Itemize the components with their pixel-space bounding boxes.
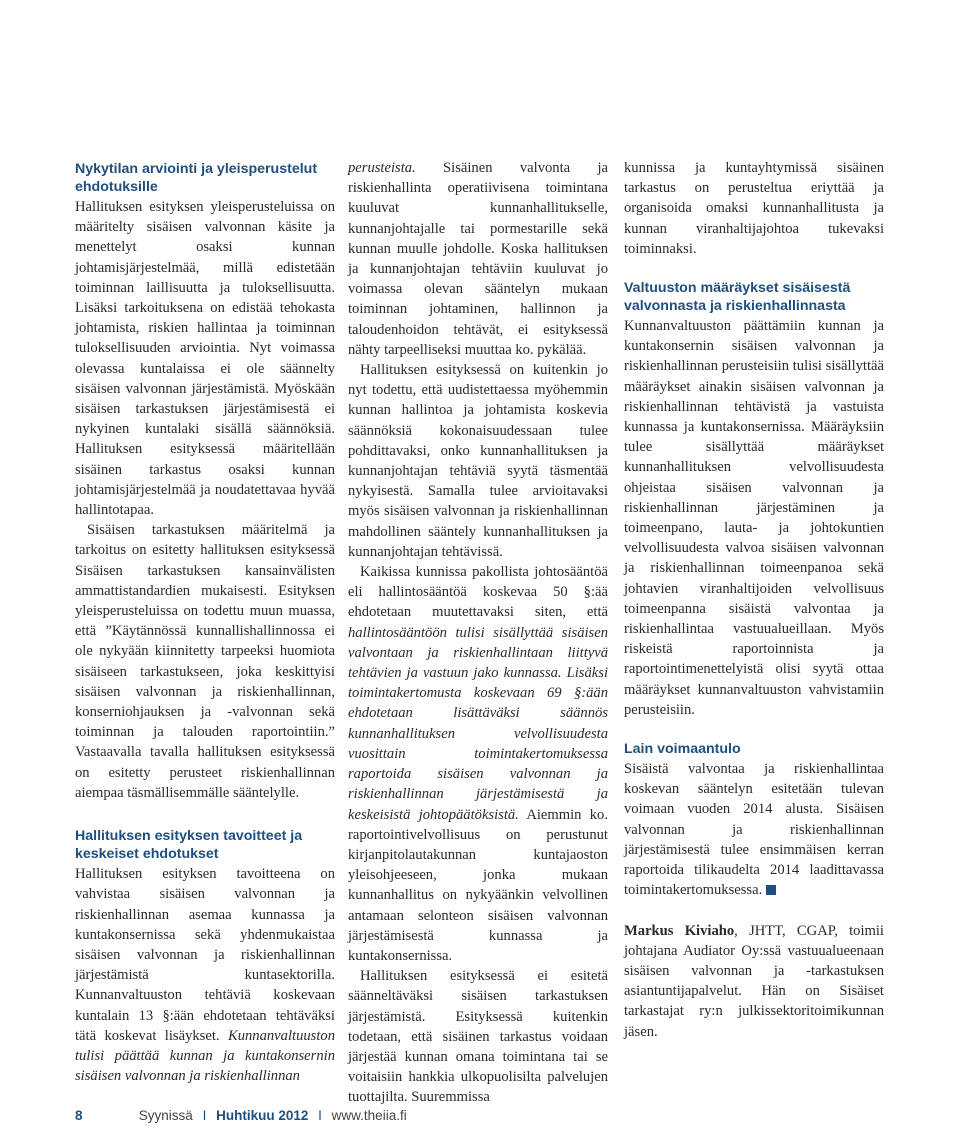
paragraph-emphasis: perusteista. <box>348 160 416 176</box>
paragraph: kunnissa ja kuntayhtymissä sisäinen tarkastus on perusteltua eriyttää ja organisoida omaksi kunnanhallitusta ja kunnan viranhaltijajohtoa tukevaksi toiminnaksi. <box>624 160 884 257</box>
column-3 <box>624 158 884 1042</box>
footer-separator: I <box>318 1108 322 1123</box>
end-of-article-square-icon <box>766 885 776 895</box>
paragraph-text: Aiemmin ko. raportointivelvollisuus on perustunut kirjanpitolautakunnan kuntajaoston yleisohjeeseen, jonka mukaan kunnanhallitus on nykyäänkin velvollinen antamaan selonteon sisäisen valvonnan järjestämisestä kunnassa ja kuntakonsernissa. <box>348 806 608 964</box>
paragraph: Hallituksen esityksen yleisperusteluissa on määritelty sisäisen valvonnan käsite ja menettelyt osaksi kunnan johtamisjärjestelmää, millä edistetään toiminnan laillisuutta ja tuloksellisuutta. Lisäksi tarkoituksena on edistää tehokasta johtamista, riskien hallintaa ja toiminnan tuloksellisuuden arviointia. Nyt voimassa olevassa kuntalaissa ei ole säännelty sisäisen valvonnan järjestämistä. Myöskään sisäisen tarkastuksen järjestämisestä ei nykyinen kuntalaki sisällä säännöksiä. Hallituksen esityksessä määritellään sisäinen tarkastus osaksi kunnan johtamisjärjestelmää ja noudatettavaa hyvää hallintotapaa. <box>75 199 335 519</box>
paragraph-text: Hallituksen esityksen tavoitteena on vahvistaa sisäisen valvonnan ja riskienhallinnan asemaa kunnassa ja kuntakonsernissa sekä yhdenmukaistaa sisäisen valvonnan ja riskienhallinnan järjestämistä kuntasektorilla. Kunnanvaltuuston tehtäviä koskevaan kuntalain 13 §:ään ehdotetaan tehtäväksi tätä koskevat lisäykset. <box>75 866 335 1044</box>
page-number: 8 <box>75 1108 83 1123</box>
paragraph-text: Sisäistä valvontaa ja riskienhallintaa koskevan sääntelyn esitetään tulevan voimaan vuoden 2014 alusta. Sisäisen valvonnan ja riskienhallinnan järjestämisestä tulee ensimmäisen kerran raportoida tilikaudelta 2014 laadittavassa toimintakertomuksessa. <box>624 761 884 899</box>
paragraph-emphasis: hallintosääntöön tulisi sisällyttää sisäisen valvontaan ja riskienhallintaan liittyvä tehtävien ja vastuun jako kunnassa. Lisäksi toimintakertomusta koskevaan 69 §:ään ehdotetaan lisättäväksi säännös kunnanhallituksen velvollisuudesta vuosittain toimintakertomuksessa raportoida sisäisen valvonnan ja riskienhallinnan järjestämisestä ja keskeisistä johtopäätöksistä. <box>348 624 608 823</box>
paragraph: Hallituksen esityksessä on kuitenkin jo nyt todettu, että uudistettaessa myöhemmin kunnan hallintoa ja johtamista koskevia säännöksiä kokonaisuudessaan tulee pohdittavaksi, onko kunnanhallituksen ja kunnanjohtajan tehtäviä syytä täsmentää nykyisestä. Samalla tulee arvioitavaksi myös sisäisen valvonnan ja riskienhallinnan mahdollinen sääntely kunnanhallituksen ja kunnanjohtajan tehtävissä. <box>348 362 608 560</box>
author-name: Markus Kiviaho <box>624 922 735 939</box>
section-heading-council-rules: Valtuuston määräykset sisäisestä valvonnasta ja riskienhallinnasta <box>624 280 851 315</box>
paragraph <box>75 864 335 1086</box>
paragraph: Kunnanvaltuuston päättämiin kunnan ja kuntakonsernin sisäisen valvonnan ja riskienhallinnan perusteisiin tulisi sisällyttää määräykset ainakin sisäisen valvonnan ja riskienhallinnan tehtävistä ja vastuista kunnassa ja kuntakonsernissa. Määräyksiin tulee sisällyttää määräykset kunnanhallituksen velvollisuudesta ohjeistaa sisäisen valvonnan ja riskienhallinnan järjestäminen ja toimeenpano, lauta- ja johtokuntien velvollisuudesta valvoa sisäisen valvonnan ja riskienhallinnan toimeenpanoa sekä johtavien viranhaltijoiden velvollisuus toimeenpanna sisäistä valvontaa ja riskienhallintaa vastuualueillaan. Myös riskeistä raportoinnista ja raportointimenettelyistä olisi syytä ottaa määräykset kunnanvaltuuston vahvistamiin perusteisiin. <box>624 318 884 718</box>
paragraph-emphasis: Kunnanvaltuuston tulisi päättää kunnan ja kuntakonsernin sisäisen valvonnan ja riskienhallinnan <box>75 1027 335 1085</box>
author-bio <box>624 921 884 1042</box>
paragraph <box>348 158 608 360</box>
section-heading-goals: Hallituksen esityksen tavoitteet ja keskeiset ehdotukset <box>75 828 303 863</box>
paragraph <box>624 759 884 900</box>
author-bio-text: , JHTT, CGAP, toimii johtajana Audiator Oy:ssä vastuualueenaan sisäisen valvonnan ja -tarkastuksen asiantuntijapalvelut. Hän on Sisäiset tarkastajat ry:n julkissektoritoimikunnan jäsen. <box>624 922 884 1040</box>
paragraph: Hallituksen esityksessä ei esitetä säänneltäväksi sisäisen tarkastuksen järjestämistä. Esityksessä kuitenkin todetaan, että sisäinen tarkastus voidaan järjestää kunnan omana toimintana tai se voitaisiin hankkia ulkopuolisilta palvelujen tuottajilta. Suuremmissa <box>348 968 608 1106</box>
page-footer <box>75 1108 920 1128</box>
column-2 <box>348 158 608 1108</box>
paragraph-text: Kaikissa kunnissa pakollista johtosääntöä eli hallintosääntöä koskevaa 50 §:ää ehdotetaan muutettavaksi siten, että <box>348 564 608 621</box>
paragraph <box>348 562 608 966</box>
footer-separator: I <box>202 1108 207 1123</box>
section-heading-entry-into-force: Lain voimaantulo <box>624 741 741 758</box>
paragraph: Sisäisen tarkastuksen määritelmä ja tarkoitus on esitetty hallituksen esityksessä Sisäisen tarkastuksen kansainvälisten ammattistandardien mukaisesti. Esityksen yleisperusteluissa on todettu muun muassa, että ”Käytännössä kunnallishallinnossa ei ole nykyään kiinnitetty tarpeeksi huomiota sisäiseen tarkastukseen, joka keskittyisi sisäisen valvonnan ja riskienhallinnan, konserniohjauksen ja -valvonnan sekä toiminnan ja talouden raportointiin.” Vastaavalla tavalla hallituksen esityksessä on esitetty perusteet riskienhallinnan aiempaa täsmällisemmälle sääntelylle. <box>75 522 335 801</box>
column-1 <box>75 160 335 1086</box>
paragraph-text: Sisäinen valvonta ja riskienhallinta operatiivisena toimintana kuuluvat kunnanhallitukselle, kunnanjohtajalle tai pormestarille sekä kunnan muulle johdolle. Koska hallituksen ja kunnanjohtajan tehtäviin kuuluvat jo voimassa olevan sääntelyn mukaan toiminnan johtaminen, hallinnon ja taloudenhoidon tehtävät, ei esityksessä nähty tarpeelliseksi muuttaa ko. pykälää. <box>348 160 608 358</box>
issue-date: Huhtikuu 2012 <box>216 1108 309 1123</box>
section-heading-current-state: Nykytilan arviointi ja yleisperustelut ehdotuksille <box>75 161 318 195</box>
website-link[interactable]: www.theiia.fi <box>331 1108 407 1123</box>
publication-name: Syynissä <box>138 1108 193 1123</box>
